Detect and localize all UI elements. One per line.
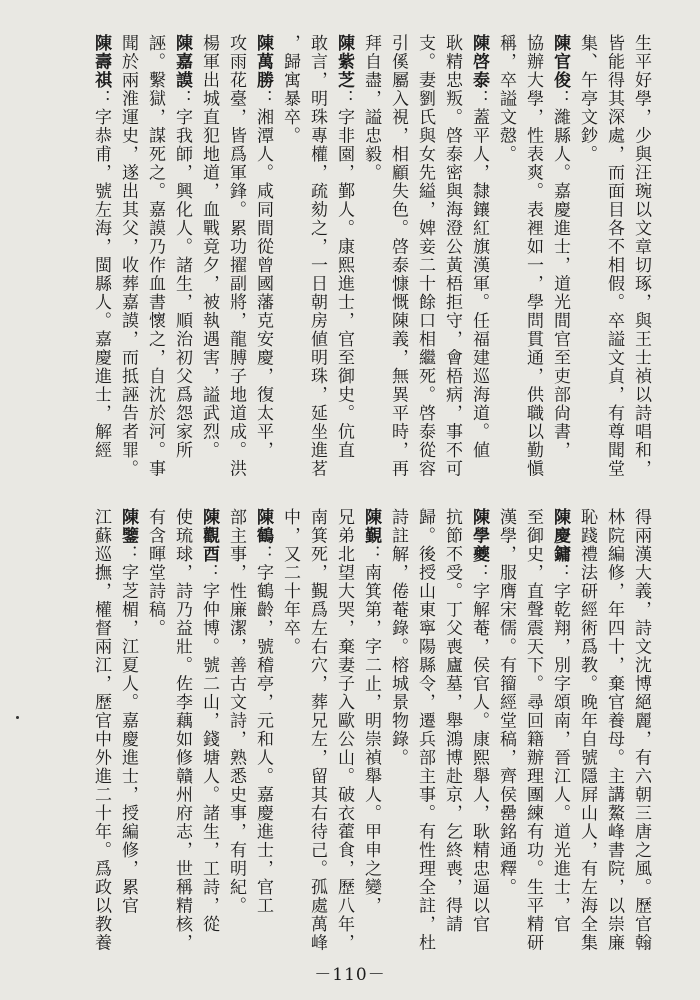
entry-text: 敢言，明珠專權，疏劾之，一日朝房値明珠，延坐進茗	[307, 34, 327, 478]
entry-text: 楊軍出城直犯地道，血戰竟夕，被執遇害，謚武烈。	[199, 34, 219, 460]
text-column	[141, 508, 168, 948]
text-column	[114, 508, 141, 948]
entry-text: ：字芝楣，江夏人。嘉慶進士，授編修，累官	[118, 545, 138, 915]
entry-text: 得兩漢大義，詩文沈博絕麗，有六朝三唐之風。歷官翰	[631, 508, 651, 952]
text-column	[411, 508, 438, 952]
text-column	[195, 34, 222, 494]
text-column	[411, 34, 438, 494]
lower-text-block	[87, 508, 654, 952]
entry-text: 漢學，服膺宋儒。有籀經堂稿，齊侯罍銘通釋。	[496, 508, 516, 897]
text-column	[627, 34, 654, 494]
text-column	[357, 508, 384, 948]
entry-text: 使琉球，詩乃益壯。佐李藕如修贛州府志，世稱精核，	[172, 508, 192, 952]
entry-text: ：字鶴齡，號稽亭，元和人。嘉慶進士，官工	[253, 545, 273, 915]
text-column	[384, 34, 411, 494]
entry-name: 陳慶鏞	[550, 508, 570, 564]
text-column	[87, 508, 114, 952]
text-column	[168, 508, 195, 952]
entry-text: 稱，卒謚文慤。	[496, 34, 516, 164]
text-column	[600, 34, 627, 494]
text-column	[222, 508, 249, 948]
entry-text: 協辦大學，性表爽。表裡如一，學問貫通，供職以勤愼	[523, 34, 543, 478]
entry-text: ：字仲博。號二山，錢塘人。諸生，工詩，從	[199, 563, 219, 934]
entry-text: 集、午亭文鈔。	[577, 34, 597, 164]
entry-text: ：湘潭人。咸同間從曾國藩克安慶，復太平，	[253, 89, 273, 460]
entry-text: 皆能得其深處，而面目各不相假。卒謚文貞，有尊聞堂	[604, 34, 624, 478]
text-column	[87, 34, 114, 494]
entry-text: 恥踐禮法研經術爲教。晚年自號隱屛山人，有左海全集	[577, 508, 597, 952]
entry-name: 陳鶴	[253, 508, 273, 545]
text-column	[384, 508, 411, 948]
entry-text: 有含暉堂詩稿。	[145, 508, 165, 638]
entry-name: 陳覲	[361, 508, 381, 545]
text-column	[141, 34, 168, 494]
entry-text: ：字乾翔，別字頌南，晉江人。道光進士，官	[550, 563, 570, 934]
entry-text: ：字非園，鄞人。康熙進士，官至御史。伉直	[334, 89, 354, 460]
text-column	[222, 34, 249, 494]
entry-text: 兄弟北望大哭，棄妻子入歐公山。破衣藿食，歷八年，	[334, 508, 354, 952]
text-column	[573, 34, 600, 494]
entry-text: 江蘇巡撫，權督兩江，歷官中外進二十年。爲政以教養	[91, 508, 111, 952]
entry-text: 詩註解，倦菴錄。榕城景物錄。	[388, 508, 408, 767]
text-column	[330, 508, 357, 952]
entry-name: 陳嘉謨	[172, 34, 192, 90]
text-column	[465, 34, 492, 494]
text-column	[519, 508, 546, 952]
entry-name: 陳鑒	[118, 508, 138, 545]
entry-text: ：字解菴，侯官人。康熙舉人，耿精忠逼以官	[469, 563, 489, 934]
text-column	[573, 508, 600, 952]
text-column	[546, 34, 573, 494]
entry-text: 引傒屬入視，相顧失色。啓泰慷慨陳義，無異平時，再	[388, 34, 408, 478]
entry-text: ，歸寓暴卒。	[280, 34, 300, 145]
print-speck	[16, 716, 19, 719]
entry-name: 陳啓泰	[469, 34, 489, 90]
text-column	[438, 34, 465, 494]
entry-text: 至御史，直聲震天下。尋回籍辦理團練有功。生平精研	[523, 508, 543, 952]
entry-name: 陳萬勝	[253, 34, 273, 90]
entry-text: 耿精忠叛。啓泰密與海澄公黃梧拒守，會梧病，事不可	[442, 34, 462, 478]
text-column	[249, 508, 276, 948]
text-column	[438, 508, 465, 948]
text-column	[492, 34, 519, 494]
text-column	[276, 508, 303, 948]
text-column	[465, 508, 492, 948]
entry-text: 生平好學，少與汪琬以文章切琢，與王士禎以詩唱和，	[631, 34, 651, 478]
entry-name: 陳觀酉	[199, 508, 219, 564]
entry-name: 陳紫芝	[334, 34, 354, 90]
entry-text: ：蓋平人，隸鑲紅旗漢軍。任福建巡海道。値	[469, 89, 489, 460]
text-column	[330, 34, 357, 494]
entry-text: 歸。後授山東寧陽縣令，遷兵部主事。有性理全註，杜	[415, 508, 435, 952]
text-column	[519, 34, 546, 494]
entry-text: ：字我師，興化人。諸生，順治初父爲怨家所	[172, 89, 192, 460]
text-column	[546, 508, 573, 948]
text-column	[627, 508, 654, 952]
entry-text: 支。妻劉氏與女先縊，婢妾二十餘口相繼死。啓泰從容	[415, 34, 435, 478]
entry-text: 中，又二十年卒。	[280, 508, 300, 656]
text-column	[276, 34, 303, 494]
text-column	[195, 508, 222, 948]
entry-name: 陳壽祺	[91, 34, 111, 90]
text-column	[357, 34, 384, 494]
entry-text: 聞於兩淮運史，遂出其父，收葬嘉謨，而抵誣告者罪。	[118, 34, 138, 478]
entry-text: 林院編修，年四十，棄官養母。主講鰲峰書院，以崇廉	[604, 508, 624, 952]
entry-text: 部主事，性廉潔，善古文詩，熟悉史事，有明紀。	[226, 508, 246, 915]
text-column	[492, 508, 519, 948]
text-column	[303, 508, 330, 952]
page-number: －110－	[314, 965, 386, 985]
entry-name: 陳學夔	[469, 508, 489, 564]
text-column	[303, 34, 330, 494]
text-column	[600, 508, 627, 952]
upper-text-block	[87, 34, 654, 494]
entry-text: 攻雨花臺，皆爲軍鋒。累功擢副將，龍膊子地道成。洪	[226, 34, 246, 478]
entry-text: 誣。繫獄，謀死之。嘉謨乃作血書懷之，自沈於河。事	[145, 34, 165, 478]
entry-text: 拜自盡，謚忠毅。	[361, 34, 381, 182]
entry-text: ：南箕第，字二止，明崇禎舉人。甲申之變，	[361, 545, 381, 915]
entry-text: ：濰縣人。嘉慶進士，道光間官至吏部尙書，	[550, 89, 570, 460]
text-column	[249, 34, 276, 494]
text-column	[114, 34, 141, 494]
entry-text: ：字恭甫，號左海，閩縣人。嘉慶進士，解經	[91, 89, 111, 460]
entry-text: 南箕死，覲爲左右穴，葬兄左，留其右待己。孤處萬峰	[307, 508, 327, 952]
entry-text: 抗節不受。丁父喪廬墓，舉鴻博赴京，乞終喪，得請	[442, 508, 462, 934]
text-column	[168, 34, 195, 494]
entry-name: 陳官俊	[550, 34, 570, 90]
